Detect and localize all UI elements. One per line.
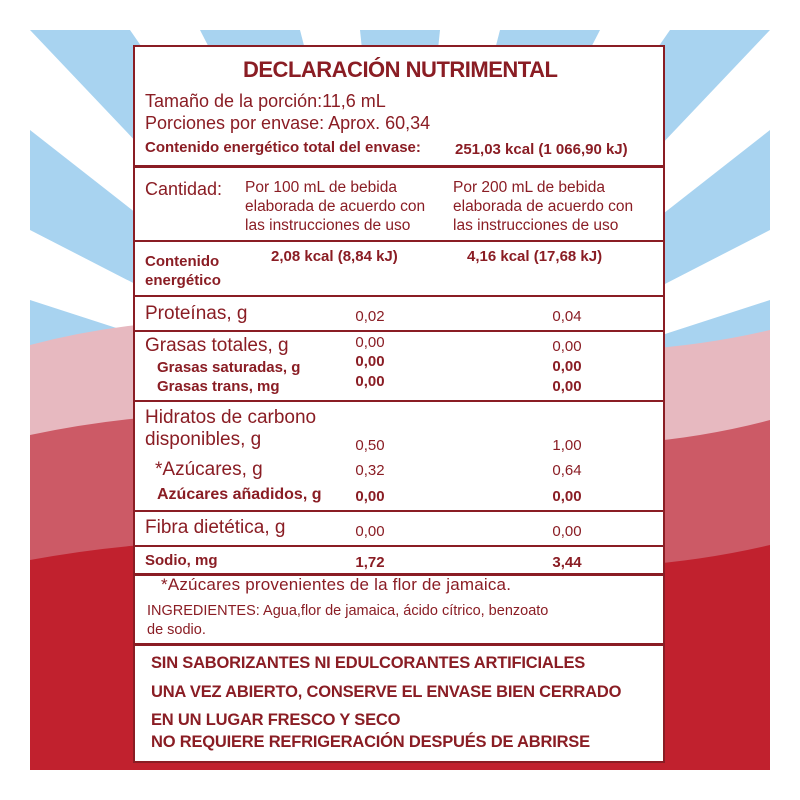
cantidad-label: Cantidad: <box>145 179 223 199</box>
serving-size: Tamaño de la porción:11,6 mL <box>145 91 386 111</box>
divider <box>135 330 663 332</box>
total-fat-value-100ml: 0,00 <box>355 334 385 351</box>
divider <box>135 165 663 168</box>
carbohydrates-label: Hidratos de carbono disponibles, g <box>145 407 317 450</box>
total-fat-label: Grasas totales, g <box>145 335 289 356</box>
divider <box>135 295 663 297</box>
fiber-value-200ml: 0,00 <box>552 523 582 540</box>
saturated-fat-label: Grasas saturadas, g <box>157 359 301 376</box>
trans-fat-value-100ml: 0,00 <box>355 373 385 390</box>
divider <box>135 400 663 402</box>
energy-total-label: Contenido energético total del envase: <box>145 139 421 156</box>
energy-value-200ml: 4,16 kcal (17,68 kJ) <box>467 248 603 265</box>
added-sugars-label: Azúcares añadidos, g <box>157 486 322 503</box>
sugars-value-200ml: 0,64 <box>552 462 582 479</box>
column-header-100ml: Por 100 mL de bebida elaborada de acuerdo con las instrucciones de uso <box>245 179 426 234</box>
saturated-fat-value-200ml: 0,00 <box>552 358 582 375</box>
trans-fat-label: Grasas trans, mg <box>157 378 280 395</box>
sugar-footnote: *Azúcares provenientes de la flor de jamaica. <box>161 575 512 594</box>
added-sugars-value-200ml: 0,00 <box>552 488 582 505</box>
proteins-value-200ml: 0,04 <box>552 308 582 325</box>
carbohydrates-value-100ml: 0,50 <box>355 437 385 454</box>
divider <box>135 510 663 512</box>
carbohydrates-value-200ml: 1,00 <box>552 437 582 454</box>
note-no-refrigeration: NO REQUIERE REFRIGERACIÓN DESPUÉS DE ABRIRSE <box>151 733 590 751</box>
saturated-fat-value-100ml: 0,00 <box>355 353 385 370</box>
proteins-value-100ml: 0,02 <box>355 308 385 325</box>
note-no-artificial: SIN SABORIZANTES NI EDULCORANTES ARTIFICIALES <box>151 654 586 672</box>
column-header-200ml: Por 200 mL de bebida elaborada de acuerdo con las instrucciones de uso <box>453 179 634 234</box>
divider <box>135 545 663 547</box>
note-cool-dry-place: EN UN LUGAR FRESCO Y SECO <box>151 711 401 729</box>
trans-fat-value-200ml: 0,00 <box>552 378 582 395</box>
fiber-label: Fibra dietética, g <box>145 517 286 538</box>
divider <box>135 240 663 242</box>
sodium-value-100ml: 1,72 <box>355 554 385 571</box>
panel-title: DECLARACIÓN NUTRIMENTAL <box>243 57 558 82</box>
added-sugars-value-100ml: 0,00 <box>355 488 385 505</box>
energy-label: Contenido energético <box>145 253 221 289</box>
sodium-label: Sodio, mg <box>145 552 218 569</box>
note-keep-closed: UNA VEZ ABIERTO, CONSERVE EL ENVASE BIEN CERRADO <box>151 683 622 701</box>
ingredients: INGREDIENTES: Agua,flor de jamaica, ácido cítrico, benzoato de sodio. <box>147 603 549 638</box>
servings-per-container: Porciones por envase: Aprox. 60,34 <box>145 113 431 133</box>
divider <box>135 643 663 646</box>
sugars-label: *Azúcares, g <box>155 459 263 480</box>
sugars-value-100ml: 0,32 <box>355 462 385 479</box>
fiber-value-100ml: 0,00 <box>355 523 385 540</box>
total-fat-value-200ml: 0,00 <box>552 338 582 355</box>
proteins-label: Proteínas, g <box>145 303 248 324</box>
energy-total-value: 251,03 kcal (1 066,90 kJ) <box>455 141 628 158</box>
nutrition-facts-panel <box>133 45 665 763</box>
energy-value-100ml: 2,08 kcal (8,84 kJ) <box>271 248 398 265</box>
sodium-value-200ml: 3,44 <box>552 554 582 571</box>
